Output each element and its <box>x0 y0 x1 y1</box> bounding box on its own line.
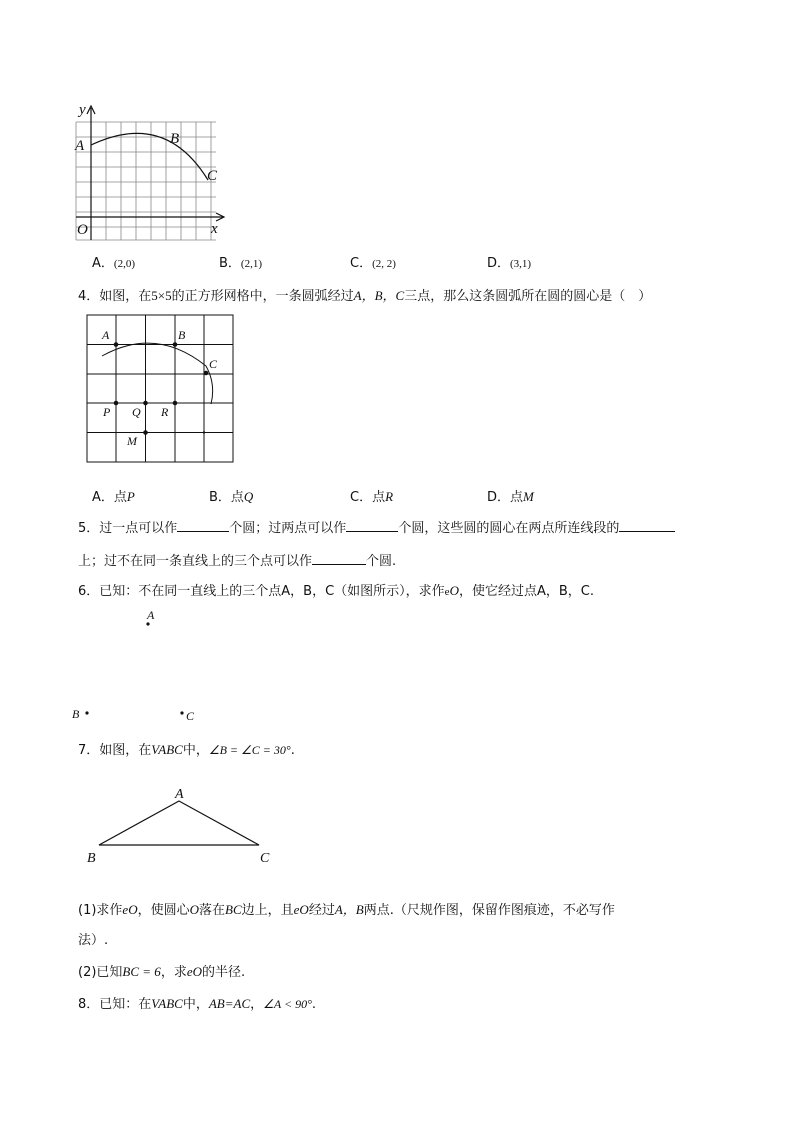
q4-label-a: A <box>102 328 110 342</box>
q5-line-1: 5．过一点可以作 个圆；过两点可以作 个圆，这些圆的圆心在两点所连线段的 <box>78 517 675 536</box>
q4-grid-figure <box>86 314 236 464</box>
q3-label-y: y <box>79 102 86 118</box>
q3-label-b: B <box>170 131 180 147</box>
q4-label-b: B <box>178 328 186 342</box>
q7-sub2: (2)已知BC = 6，求eO的半径. <box>78 964 246 980</box>
q6-question: 6．已知：不在同一直线上的三个点A，B，C（如图所示），求作eO，使它经过点A，B，C. <box>78 583 594 599</box>
q7-sub1-line-1: (1)求作eO，使圆心O落在BC边上，且eO经过A，B两点.（尺规作图，保留作图痕迹，不必写作 <box>78 902 615 918</box>
q3-axes <box>76 106 224 240</box>
q3-grid-lines <box>76 122 216 240</box>
q4-label-r: R <box>161 405 169 419</box>
q3-label-o: O <box>77 222 88 238</box>
q3-coordinate-figure <box>70 100 230 245</box>
q5-line-2: 上；过不在同一条直线上的三个点可以作 个圆. <box>78 554 397 569</box>
q7-triangle <box>99 801 259 845</box>
q4-option-b[interactable]: B．点Q <box>209 489 254 505</box>
q3-option-b[interactable]: B．(2,1) <box>219 256 262 271</box>
q6-point-c <box>180 711 183 714</box>
q4-option-a[interactable]: A．点P <box>92 489 135 505</box>
q4-label-c: C <box>209 357 218 371</box>
q6-point-a <box>146 622 149 625</box>
q6-point-b <box>85 711 88 714</box>
q6-points-figure <box>68 605 208 727</box>
q7-label-b: B <box>87 851 96 866</box>
q4-option-c[interactable]: C．点R <box>350 489 394 505</box>
q3-label-x: x <box>211 221 218 237</box>
q4-label-m: M <box>127 434 137 448</box>
q3-arc <box>91 133 208 180</box>
q6-label-c: C <box>186 709 195 723</box>
q7-sub1-line-2: 法）. <box>78 933 109 948</box>
q3-option-a[interactable]: A．(2,0) <box>92 256 135 271</box>
q4-question: 4．如图，在5×5的正方形网格中，一条圆弧经过A，B，C三点，那么这条圆弧所在圆的圆心是（ ） <box>78 288 652 304</box>
q3-option-c[interactable]: C．(2, 2) <box>350 256 396 271</box>
q6-label-b: B <box>72 707 80 721</box>
q3-label-a: A <box>75 138 85 154</box>
q7-triangle-figure <box>84 782 284 866</box>
q5-blank-3[interactable] <box>619 519 675 532</box>
q8-question: 8．已知：在VABC中，AB=AC，∠A < 90°. <box>78 996 317 1012</box>
q7-question: 7．如图，在VABC中，∠B = ∠C = 30°. <box>78 742 295 758</box>
q4-option-d[interactable]: D．点M <box>487 489 534 505</box>
q5-blank-2[interactable] <box>346 519 398 532</box>
q5-blank-1[interactable] <box>177 519 229 532</box>
q7-label-a: A <box>175 787 184 802</box>
q4-points <box>114 342 209 435</box>
q3-option-d[interactable]: D．(3,1) <box>487 256 532 271</box>
q4-label-p: P <box>103 405 111 419</box>
q4-label-q: Q <box>132 405 141 419</box>
q3-label-c: C <box>207 168 218 184</box>
q7-label-c: C <box>260 851 270 866</box>
q6-label-a: A <box>147 608 155 622</box>
q5-blank-4[interactable] <box>312 552 366 565</box>
